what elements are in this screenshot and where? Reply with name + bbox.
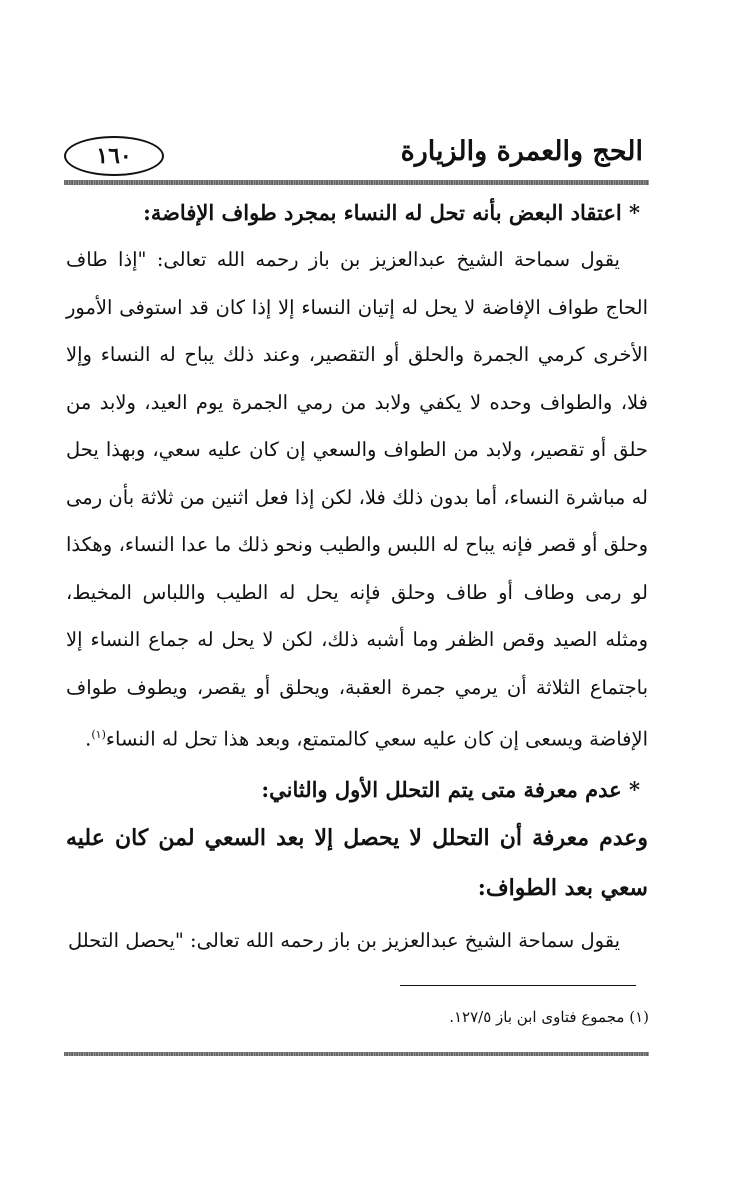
paragraph-main — [66, 236, 648, 763]
bold-statement: وعدم معرفة أن التحلل لا يحصل إلا بعد السعي لمن كان عليه سعي بعد الطواف: — [66, 825, 648, 901]
footnote-text: (١) مجموع فتاوى ابن باز ١٢٧/٥. — [449, 1008, 649, 1026]
page-body — [66, 190, 648, 965]
footer-divider — [64, 1052, 649, 1056]
paragraph-main-end: . — [85, 727, 92, 751]
section-heading-2: * عدم معرفة متى يتم التحلل الأول والثاني: — [261, 777, 640, 802]
footnote-reference[interactable]: (١) — [91, 728, 106, 741]
page-number: ١٦٠ — [64, 136, 164, 176]
paragraph-main-text: يقول سماحة الشيخ عبدالعزيز بن باز رحمه الله تعالى: "إذا طاف الحاج طواف الإفاضة لا يحل له إتيان النساء إلا إذا كان قد استوفى الأمور الأخرى كرمي الجمرة والحلق أو التقصير، وعند ذلك يباح له النساء وإلا فلا، والطواف وحده لا يكفي ولابد من رمي الجمرة يوم العيد، ولابد من حلق أو تقصير، ولابد من الطواف والسعي إن كان عليه سعي، وبهذا يحل له مباشرة النساء، أما بدون ذلك فلا، لكن إذا فعل اثنين من ثلاثة بأن رمى وحلق أو قصر فإنه يباح له اللبس والطيب ونحو ذلك ما عدا النساء، وهكذا لو رمى وطاف أو طاف وحلق فإنه يحل له الطيب واللباس المخيط، ومثله الصيد وقص الظفر وما أشبه ذلك، لكن لا يحل له جماع النساء إلا باجتماع الثلاثة أن يرمي جمرة العقبة، ويحلق أو يقصر، ويطوف طواف الإفاضة ويسعى إن كان عليه سعي كالمتمتع، وبعد هذا تحل له النساء — [66, 248, 648, 751]
paragraph-second: يقول سماحة الشيخ عبدالعزيز بن باز رحمه الله تعالى: "يحصل التحلل — [67, 929, 620, 952]
footnote-separator — [400, 985, 636, 986]
section-heading-1: * اعتقاد البعض بأنه تحل له النساء بمجرد طواف الإفاضة: — [143, 200, 640, 225]
page-header — [64, 132, 649, 180]
book-title: الحج والعمرة والزيارة — [400, 136, 643, 167]
header-divider — [64, 180, 649, 185]
